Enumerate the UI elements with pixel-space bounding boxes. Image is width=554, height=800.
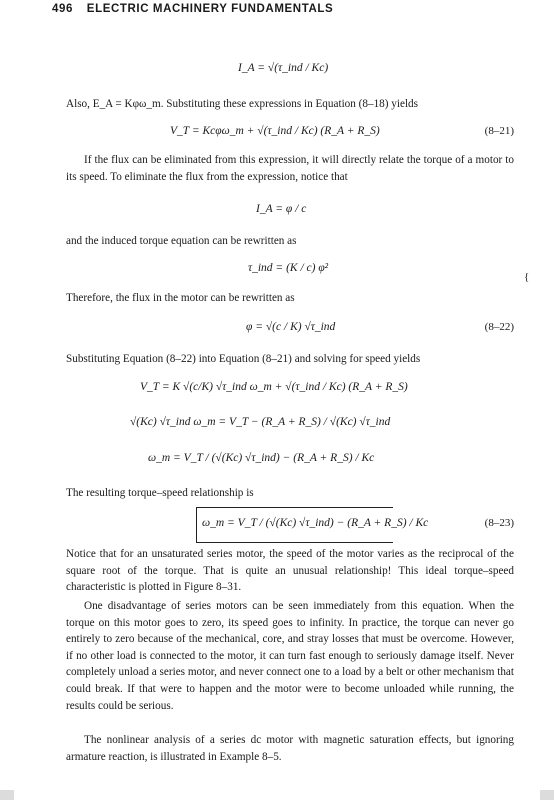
running-header	[52, 3, 333, 15]
paragraph-unsaturated: Notice that for an unsaturated series motor, the speed of the motor varies as the reciprocal of the square root of the torque. That is quite an unusual relationship! This ideal torque–speed characteristic is plotted in Figure 8–31.	[66, 548, 514, 594]
paragraph-solving-speed: Substituting Equation (8–22) into Equation (8–21) and solving for speed yields	[66, 353, 421, 365]
margin-brace-mark: {	[524, 271, 530, 283]
equation-ia-flux: I_A = φ / c	[256, 203, 307, 215]
page-number: 496	[52, 3, 73, 15]
paragraph-disadvantage: One disadvantage of series motors can be seen immediately from this equation. When the torque on this motor goes to zero, its speed goes to infinity. In practice, the torque can never go entirely to zero because of the mechanical, core, and stray losses that must be overcome. However, if no other load is connected to the motor, it can turn fast enough to seriously damage itself. Never completely unload a series motor, and never connect one to a load by a belt or other mechanism that could break. If that were to happen and the motor were to become unloaded while running, the results could be serious.	[66, 600, 514, 712]
paragraph-torque-speed: The resulting torque–speed relationship is	[66, 487, 254, 499]
equation-induced-torque: τ_ind = (K / c) φ²	[248, 262, 329, 274]
equation-flux: φ = √(c / K) √τ_ind	[246, 321, 336, 333]
paragraph-induced-torque: and the induced torque equation can be rewritten as	[66, 235, 297, 247]
equation-number-8-21: (8–21)	[484, 125, 514, 137]
equation-speed-step3: ω_m = V_T / (√(Kc) √τ_ind) − (R_A + R_S) / Kc	[148, 452, 375, 464]
equation-speed-step2: √(Kc) √τ_ind ω_m = V_T − (R_A + R_S) / √(Kc) √τ_ind	[130, 416, 391, 428]
equation-ia-torque: I_A = √(τ_ind / Kc)	[238, 62, 329, 74]
paragraph-nonlinear-analysis: The nonlinear analysis of a series dc motor with magnetic saturation effects, but ignoring armature reaction, is illustrated in Example 8–5.	[66, 734, 514, 763]
equation-number-8-22: (8–22)	[484, 321, 514, 333]
paragraph-substituting: Also, E_A = Kφω_m. Substituting these expressions in Equation (8–18) yields	[66, 98, 419, 110]
paragraph-eliminate-flux: If the flux can be eliminated from this expression, it will directly relate the torque of a motor to its speed. To eliminate the flux from the expression, notice that	[66, 154, 514, 183]
equation-torque-speed: ω_m = V_T / (√(Kc) √τ_ind) − (R_A + R_S) / Kc	[202, 517, 429, 529]
scan-corner-left	[0, 790, 14, 800]
paragraph-flux-rewritten: Therefore, the flux in the motor can be rewritten as	[66, 292, 295, 304]
running-title: ELECTRIC MACHINERY FUNDAMENTALS	[86, 3, 334, 15]
equation-vt-speed: V_T = Kcφω_m + √(τ_ind / Kc) (R_A + R_S)	[170, 125, 380, 137]
equation-number-8-23: (8–23)	[484, 517, 514, 529]
equation-speed-step1: V_T = K √(c/K) √τ_ind ω_m + √(τ_ind / Kc) (R_A + R_S)	[140, 381, 408, 393]
scan-corner-right	[540, 790, 554, 800]
